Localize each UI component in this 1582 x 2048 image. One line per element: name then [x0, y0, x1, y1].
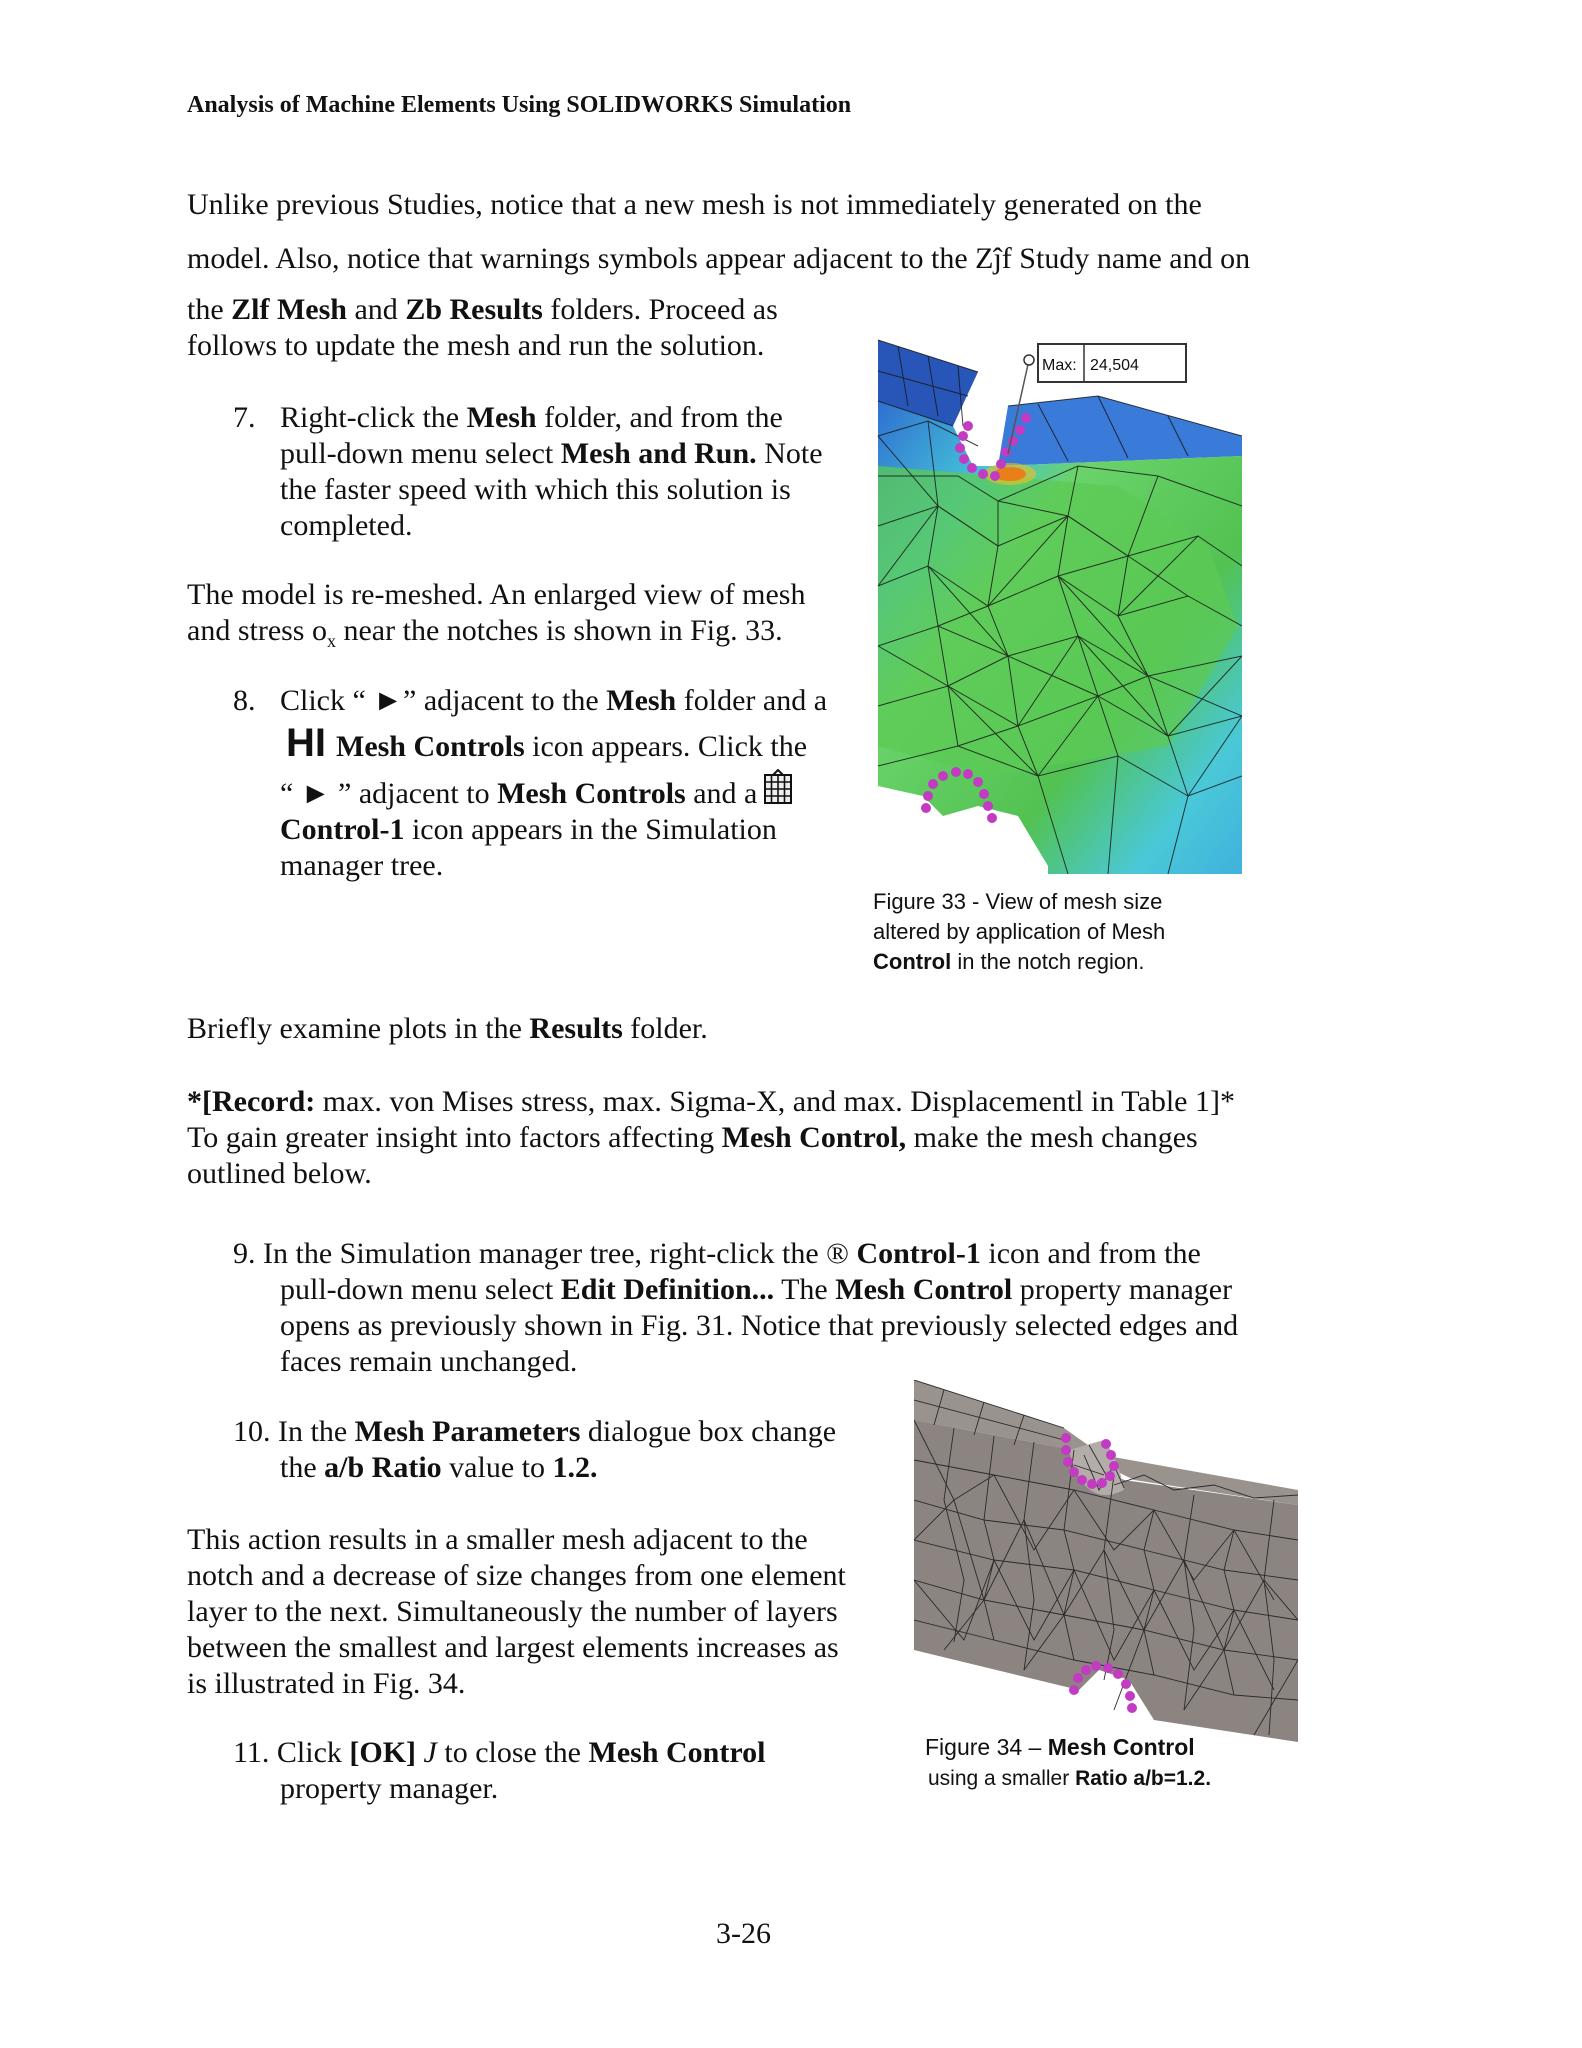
intro-line: Unlike previous Studies, notice that a new mesh is not immediately generated on the: [187, 188, 1202, 221]
step-10: 10. In the Mesh Parameters dialogue box change the a/b Ratio value to 1.2.: [233, 1415, 837, 1484]
running-header: Analysis of Machine Elements Using SOLIDWORKS Simulation: [187, 92, 852, 118]
intro-line: model. Also, notice that warnings symbols appear adjacent to the Zĵf Study name and on: [187, 242, 1251, 275]
figure-34-mesh-plot: [914, 1380, 1298, 1752]
record-paragraph: *[Record: max. von Mises stress, max. Sigma-X, and max. Displacementl in Table 1]* To gain greater insight into factors affecting Mesh Control, make the mesh changes outlined below.: [187, 1085, 1235, 1190]
remesh-paragraph: The model is re-meshed. An enlarged view of mesh and stress $o_x$ near the notches is shown in Fig. 33.: [187, 578, 806, 651]
step-8: 8. Click “ ►” adjacent to the Mesh folder and a HI Mesh Controls icon appears. Click the “ ► ” adjacent to Mesh Controls and a Control-1 icon appears in the Simulation manager tree.: [233, 684, 828, 882]
intro-line: the Zlf Mesh and Zb Results folders. Proceed as: [187, 293, 778, 326]
step-7: 7. Right-click the Mesh folder, and from the pull-down menu select Mesh and Run. Note the faster speed with which this solution is completed.: [233, 401, 823, 542]
results-paragraph: Briefly examine plots in the Results folder.: [187, 1012, 708, 1045]
figure-33-caption: Figure 33 - View of mesh size altered by application of Mesh Control in the notch region.: [873, 889, 1166, 974]
figure-34-caption: Figure 34 – Mesh Control using a smaller Ratio a/b=1.2.: [925, 1734, 1212, 1790]
max-label: Max:: [1042, 357, 1077, 374]
intro-line: follows to update the mesh and run the solution.: [187, 329, 765, 362]
action-paragraph: This action results in a smaller mesh adjacent to the notch and a decrease of size changes from one element layer to the next. Simultaneously the number of layers between the smallest and largest elements increases as is illustrated in Fig. 34.: [187, 1523, 846, 1700]
control-grid-icon: [761, 769, 795, 807]
page-number: 3-26: [716, 1917, 771, 1950]
max-value: 24,504: [1090, 357, 1139, 374]
step-11: 11. Click [OK] J to close the Mesh Control property manager.: [233, 1736, 766, 1805]
step-9: 9. In the Simulation manager tree, right-click the ® Control-1 icon and from the pull-down menu select Edit Definition... The Mesh Control property manager opens as previously shown in Fig. 31. Notice that previously selected edges and faces remain unchanged.: [233, 1237, 1239, 1378]
figure-33-stress-plot: [868, 326, 1242, 874]
mesh-controls-icon: HI: [286, 721, 326, 765]
